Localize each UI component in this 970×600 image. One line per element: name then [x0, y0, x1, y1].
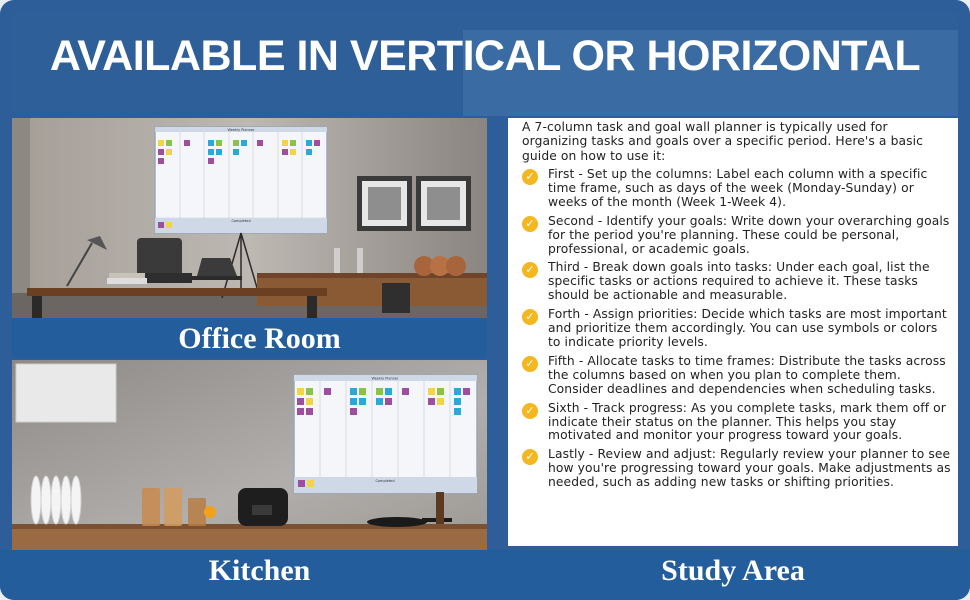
guide-step-text: Sixth - Track progress: As you complete tasks, mark them off or indicate their status on the planner. This helps you stay motivated and monitor your progress toward your goals.	[548, 400, 946, 443]
check-circle-icon: ✓	[522, 309, 538, 325]
check-circle-icon: ✓	[522, 449, 538, 465]
guide-step	[522, 402, 952, 444]
check-circle-icon: ✓	[522, 403, 538, 419]
guide-step-text: First - Set up the columns: Label each column with a specific time frame, such as days of the week (Monday-Sunday) or weeks of the month (Week 1-Week 4).	[548, 167, 928, 209]
svg-text:Weekly Planner: Weekly Planner	[371, 376, 399, 381]
guide-step-text: Second - Identify your goals: Write down your overarching goals for the period you're planning. These could be personal, professional, or academic goals.	[548, 213, 950, 256]
guide-step	[522, 168, 952, 210]
usage-guide-panel	[508, 118, 958, 546]
svg-text:Completed: Completed	[231, 219, 251, 223]
kitchen-label: Kitchen	[208, 554, 311, 587]
headline: AVAILABLE IN VERTICAL OR HORIZONTAL	[49, 32, 921, 80]
check-circle-icon: ✓	[522, 169, 538, 185]
svg-text:Weekly Planner: Weekly Planner	[227, 128, 255, 132]
guide-step	[522, 215, 952, 257]
office-room-photo	[12, 118, 487, 318]
guide-step	[522, 261, 952, 303]
planner-board-kitchen	[294, 375, 477, 493]
guide-step-text: Third - Break down goals into tasks: Under each goal, list the specific tasks or actions required to achieve it. These tasks should be actionable and measurable.	[548, 260, 930, 303]
check-circle-icon: ✓	[522, 356, 538, 372]
check-circle-icon: ✓	[522, 216, 538, 232]
guide-step-text: Lastly - Review and adjust: Regularly review your planner to see how you're progressing toward your goals. Make adjustments as needed, such as adding new tasks or shifting priorities.	[548, 447, 951, 490]
guide-steps	[522, 168, 952, 495]
kitchen-photo	[12, 360, 487, 550]
guide-step-text: Fifth - Allocate tasks to time frames: Distribute the tasks across the columns based on when you plan to complete them. Consider deadlines and dependencies when scheduling tasks.	[548, 353, 946, 396]
office-room-label: Office Room	[178, 322, 341, 355]
study-area-label: Study Area	[661, 554, 805, 587]
guide-step-text: Forth - Assign priorities: Decide which tasks are most important and prioritize them accordingly. You can use symbols or colors to indicate priority levels.	[548, 307, 947, 349]
check-circle-icon: ✓	[522, 262, 538, 278]
guide-step	[522, 355, 952, 397]
svg-text:Completed: Completed	[375, 479, 395, 483]
guide-step	[522, 308, 952, 350]
guide-intro: A 7-column task and goal wall planner is typically used for organizing tasks and goals over a specific period. Here's a basic guide on how to use it:	[522, 120, 923, 163]
guide-step	[522, 448, 952, 490]
